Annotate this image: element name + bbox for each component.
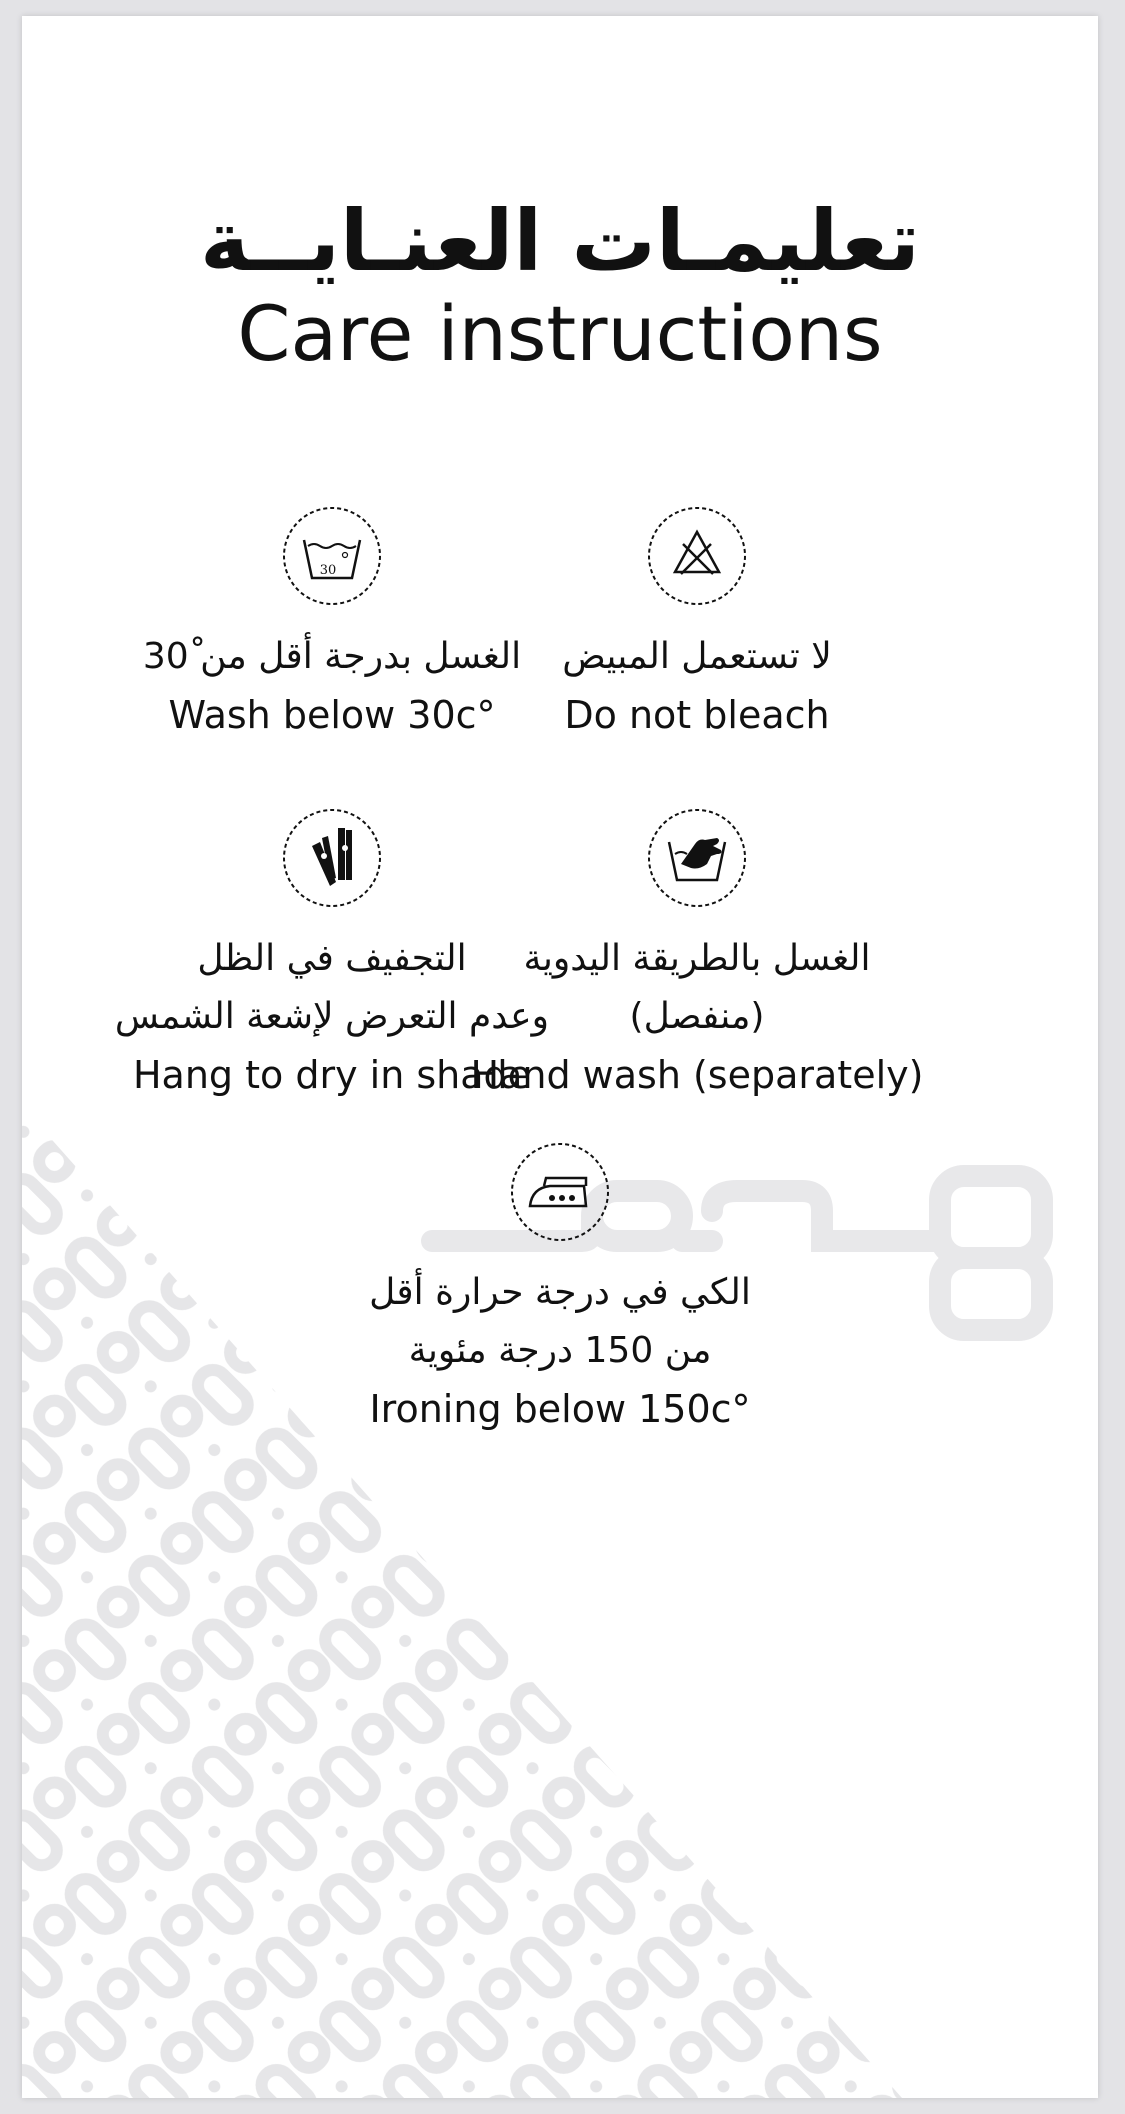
care-item-wash-30 <box>102 506 562 744</box>
hang-dry-shade-icon <box>282 808 382 908</box>
ironing-label-ar-1: الكي في درجة حرارة أقل <box>369 1272 751 1313</box>
iron-150-icon <box>510 1142 610 1242</box>
no-bleach-label-en: Do not bleach <box>564 693 830 737</box>
hang-dry-label-en: Hang to dry in shade <box>132 1053 532 1097</box>
hand-wash-icon <box>647 808 747 908</box>
care-item-ironing <box>330 1142 790 1438</box>
wash-30-label-ar: الغسل بدرجة أقل من 30ْ <box>142 636 522 677</box>
title-english: Care instructions <box>237 289 883 378</box>
hand-wash-label-ar-1: الغسل بالطريقة اليدوية <box>523 938 871 979</box>
care-item-hang-dry <box>102 808 562 1104</box>
hand-wash-label-en: Hand wash (separately) <box>470 1053 924 1097</box>
wash-30-label-en: Wash below 30c° <box>168 693 496 737</box>
hang-dry-label-ar-1: التجفيف في الظل <box>197 938 467 979</box>
title-arabic: تعليمـات العنـايــة <box>200 192 920 290</box>
no-bleach-label-ar: لا تستعمل المبيض <box>562 636 832 677</box>
wash-temp-label: 30 <box>319 563 337 578</box>
hand-wash-label-ar-2: (منفصل) <box>629 996 765 1037</box>
hang-dry-label-ar-2: وعدم التعرض لإشعة الشمس <box>114 996 550 1037</box>
no-bleach-icon <box>647 506 747 606</box>
care-card <box>22 16 1098 2098</box>
ironing-label-ar-2: من 150 درجة مئوية <box>408 1330 712 1371</box>
ironing-label-en: Ironing below 150c° <box>369 1387 751 1431</box>
wash-30-icon <box>282 506 382 606</box>
